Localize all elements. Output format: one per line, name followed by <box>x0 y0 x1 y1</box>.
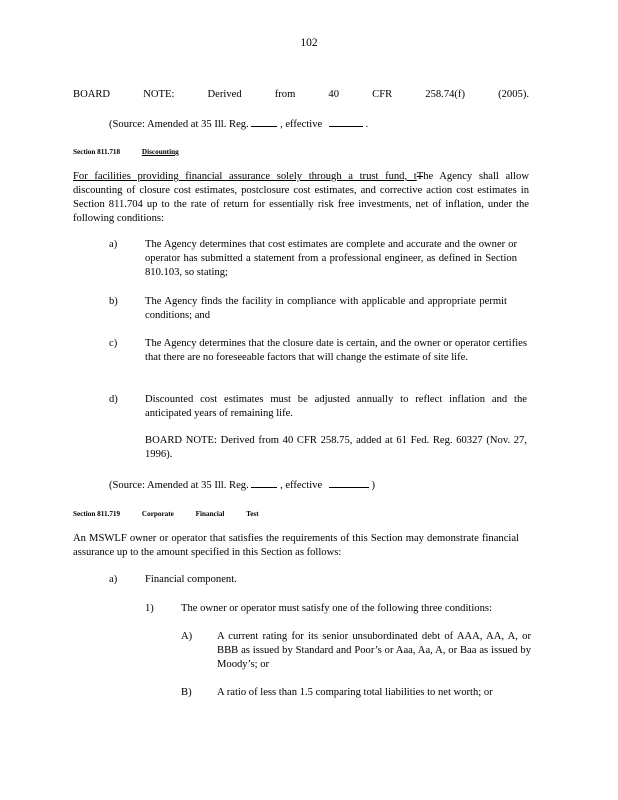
subsection-B-text: A ratio of less than 1.5 comparing total liabilities to net worth; or <box>217 687 493 698</box>
section-number: Section 811.719 <box>73 510 121 518</box>
amendment-underlined-text: For facilities providing financial assurance solely through a trust fund, t <box>73 171 417 182</box>
section-heading-811-718 <box>73 145 199 159</box>
section-title-2: Financial <box>195 510 225 518</box>
paragraph-811-719: An MSWLF owner or operator that satisfies the requirements of this Section may demonstrate financial assurance up to the amount specified in this Section as follows: <box>73 533 519 558</box>
amendment-struck-text: T <box>416 171 424 182</box>
subsection-1-text: The owner or operator must satisfy one of the following three conditions: <box>181 603 492 614</box>
source-note-1-blank-reg <box>251 116 277 127</box>
condition-c-text: The Agency determines that the closure date is certain, and the owner or operator certifies that there are no foreseeable factors that will change the estimate of site life. <box>145 338 527 363</box>
source-note-2-end: ) <box>371 480 376 491</box>
condition-b-label: b) <box>109 296 118 307</box>
subsection-a-label: a) <box>109 574 118 585</box>
source-note-2-blank-reg <box>251 477 277 488</box>
source-note-1-mid: , effective <box>280 119 323 130</box>
paragraph-811-718-line1 <box>73 170 529 184</box>
section-heading-811-719 <box>73 507 279 521</box>
condition-d-text: Discounted cost estimates must be adjusted annually to reflect inflation and the anticipated years of remaining life. <box>145 394 527 419</box>
condition-b-text: The Agency finds the facility in compliance with applicable and appropriate permit conditions; and <box>145 296 507 321</box>
subsection-A-label: A) <box>181 631 193 642</box>
subsection-a-text: Financial component. <box>145 574 237 585</box>
paragraph-811-718-line1-rest: he Agency shall allow <box>423 171 529 182</box>
source-note-2-blank-date <box>329 477 369 488</box>
section-title-3: Test <box>246 510 259 518</box>
condition-c-label: c) <box>109 338 118 349</box>
paragraph-811-718-rest: discounting of closure cost estimates, postclosure cost estimates, and corrective action cost estimates in Section 811.704 up to the rate of return for essentially risk free investments, net of inflation, under the following conditions: <box>73 185 529 224</box>
source-note-2-mid: , effective <box>280 480 323 491</box>
paragraph-811-718 <box>73 170 529 226</box>
condition-d-label: d) <box>109 394 118 405</box>
subsection-A-text: A current rating for its senior unsubordinated debt of AAA, AA, A, or BBB as issued by Standard and Poor’s or Aaa, Aa, A, or Baa as issued by Moody’s; or <box>217 631 531 670</box>
subsection-1-label: 1) <box>145 603 154 614</box>
section-title-1: Corporate <box>141 510 174 518</box>
source-note-1 <box>109 116 368 132</box>
page-number: 102 <box>300 37 318 49</box>
subsection-B-label: B) <box>181 687 192 698</box>
source-note-1-end: . <box>365 119 369 130</box>
source-note-2 <box>109 477 375 493</box>
source-note-1-prefix: (Source: Amended at 35 Ill. Reg. <box>109 119 249 130</box>
condition-a-label: a) <box>109 239 118 250</box>
source-note-1-blank-date <box>329 116 363 127</box>
board-note-1: BOARD NOTE: Derived from 40 CFR 258.74(f) (2005). <box>73 89 529 100</box>
section-number: Section 811.718 <box>73 148 121 156</box>
source-note-2-prefix: (Source: Amended at 35 Ill. Reg. <box>109 480 249 491</box>
section-title: Discounting <box>141 148 179 156</box>
condition-a-text: The Agency determines that cost estimates are complete and accurate and the owner or operator has submitted a statement from a professional engineer, as defined in Section 810.103, so stating; <box>145 239 517 278</box>
board-note-2: BOARD NOTE: Derived from 40 CFR 258.75, added at 61 Fed. Reg. 60327 (Nov. 27, 1996). <box>145 435 527 460</box>
